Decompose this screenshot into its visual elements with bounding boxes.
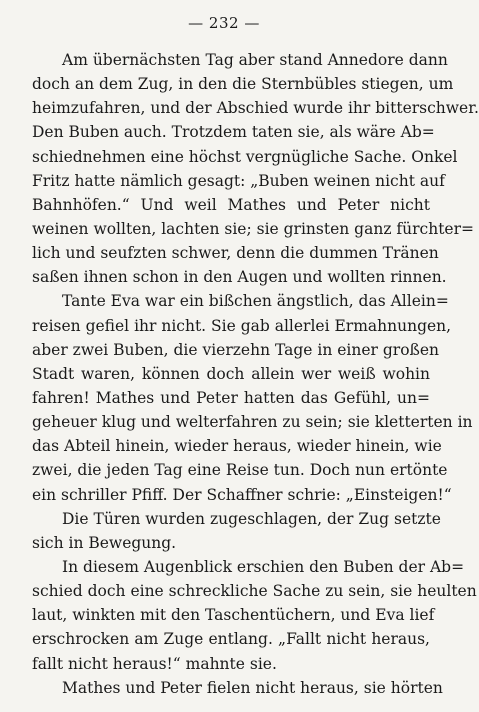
- body-text: [32, 48, 479, 700]
- text-line: Bahnhöfen.“ Und weil Mathes und Peter nicht: [32, 195, 430, 214]
- text-line: Fritz hatte nämlich gesagt: „Buben weinen nicht auf: [32, 171, 445, 190]
- text-line: laut, winkten mit den Taschentüchern, und Eva lief: [32, 606, 435, 625]
- text-line: schied doch eine schreckliche Sache zu sein, sie heulten: [32, 582, 477, 601]
- text-line: Den Buben auch. Trotzdem taten sie, als wäre Ab=: [32, 123, 435, 142]
- text-line: doch an dem Zug, in den die Sternbübles stiegen, um: [32, 75, 454, 94]
- page-number: — 232 —: [188, 14, 260, 32]
- text-line: geheuer klug und welterfahren zu sein; sie kletterten in: [32, 413, 473, 432]
- text-line: Stadt waren, können doch allein wer weiß wohin: [32, 364, 430, 383]
- text-line: weinen wollten, lachten sie; sie grinsten ganz fürchter=: [32, 219, 474, 238]
- text-line: fahren! Mathes und Peter hatten das Gefühl, un=: [32, 388, 430, 407]
- text-line: Tante Eva war ein bißchen ängstlich, das Allein=: [62, 292, 449, 311]
- text-line: In diesem Augenblick erschien den Buben der Ab=: [62, 557, 465, 576]
- text-line: zwei, die jeden Tag eine Reise tun. Doch nun ertönte: [32, 461, 448, 480]
- text-line: Am übernächsten Tag aber stand Annedore dann: [62, 51, 448, 69]
- text-line: sich in Bewegung.: [32, 533, 177, 552]
- text-line: heimzufahren, und der Abschied wurde ihr bitterschwer.: [32, 99, 479, 118]
- text-line: ein schriller Pfiff. Der Schaffner schrie: „Einsteigen!“: [32, 485, 452, 504]
- text-line: saßen ihnen schon in den Augen und wollten rinnen.: [32, 268, 447, 287]
- text-line: schiednehmen eine höchst vergnügliche Sache. Onkel: [32, 147, 458, 166]
- text-line: erschrocken am Zuge entlang. „Fallt nicht heraus,: [32, 630, 430, 649]
- text-line: das Abteil hinein, wieder heraus, wieder hinein, wie: [32, 437, 442, 456]
- text-line: lich und seufzten schwer, denn die dummen Tränen: [32, 244, 439, 263]
- text-line: fallt nicht heraus!“ mahnte sie.: [32, 654, 277, 673]
- text-line: aber zwei Buben, die vierzehn Tage in einer großen: [32, 340, 440, 359]
- text-line: Mathes und Peter fielen nicht heraus, sie hörten: [62, 678, 443, 697]
- text-line: reisen gefiel ihr nicht. Sie gab allerlei Ermahnungen,: [32, 316, 452, 335]
- text-line: Die Türen wurden zugeschlagen, der Zug setzte: [62, 509, 441, 528]
